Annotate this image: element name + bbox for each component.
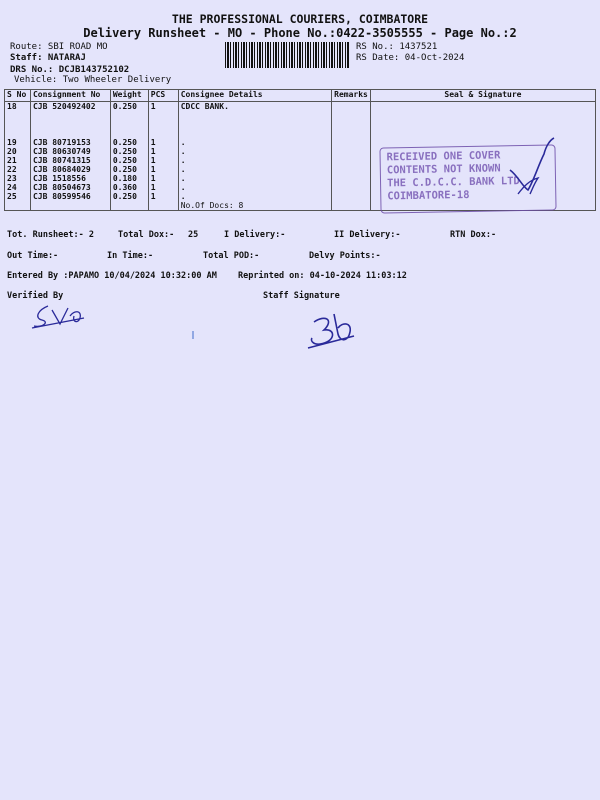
- row-pcs: 1: [148, 174, 178, 183]
- row-sno: 18: [5, 102, 31, 139]
- col-consignee: Consignee Details: [178, 90, 331, 102]
- table-header-row: [5, 90, 596, 102]
- total-dox-value: 25: [188, 230, 199, 240]
- in-time: In Time:-: [107, 251, 154, 261]
- row-weight: 0.250: [110, 138, 148, 147]
- i-delivery: I Delivery:-: [224, 230, 286, 240]
- row-consignee: .: [178, 183, 331, 192]
- row-sno: 24: [5, 183, 31, 192]
- route: Route: SBI ROAD MO: [10, 42, 108, 52]
- row-remarks: [332, 156, 371, 165]
- row-consignment: CJB 1518556: [30, 174, 110, 183]
- row-sno: 25: [5, 192, 31, 201]
- total-pod: Total POD:-: [203, 251, 260, 261]
- row-pcs: 1: [148, 192, 178, 201]
- col-remarks: Remarks: [332, 90, 371, 102]
- col-sno: S No: [5, 90, 31, 102]
- row-remarks: [332, 192, 371, 201]
- row-remarks: [332, 201, 371, 211]
- row-consignment: CJB 80684029: [30, 165, 110, 174]
- row-pcs: 1: [148, 165, 178, 174]
- row-pcs: [148, 201, 178, 211]
- stamp-line: CONTENTS NOT KNOWN: [386, 162, 501, 177]
- stamp-line: THE C.D.C.C. BANK LTD: [386, 175, 520, 190]
- row-sno: 22: [5, 165, 31, 174]
- col-seal: Seal & Signature: [370, 90, 595, 102]
- rs-number: RS No.: 1437521: [356, 42, 438, 52]
- stamp-line: RECEIVED ONE COVER: [386, 149, 501, 164]
- ii-delivery: II Delivery:-: [334, 230, 401, 240]
- col-consignment: Consignment No: [30, 90, 110, 102]
- row-weight: 0.250: [110, 102, 148, 139]
- barcode: [225, 42, 350, 68]
- row-consignment: CJB 520492402: [30, 102, 110, 139]
- row-remarks: [332, 147, 371, 156]
- row-weight: [110, 201, 148, 211]
- runsheet-title: Delivery Runsheet - MO - Phone No.:0422-3505555 - Page No.:2: [83, 26, 517, 40]
- row-remarks: [332, 165, 371, 174]
- total-dox-label: Total Dox:-: [118, 230, 175, 240]
- ink-mark: [192, 331, 194, 339]
- col-weight: Weight: [110, 90, 148, 102]
- row-pcs: 1: [148, 147, 178, 156]
- row-consignee: .: [178, 147, 331, 156]
- row-consignee: .: [178, 156, 331, 165]
- row-sno: 20: [5, 147, 31, 156]
- verifier-signature: [28, 300, 92, 332]
- row-consignee: .: [178, 192, 331, 201]
- row-remarks: [332, 183, 371, 192]
- row-consignment: CJB 80504673: [30, 183, 110, 192]
- row-sno: 23: [5, 174, 31, 183]
- row-consignee: .: [178, 138, 331, 147]
- row-remarks: [332, 138, 371, 147]
- stamp-line: COIMBATORE-18: [387, 188, 470, 203]
- tot-runsheet: Tot. Runsheet:- 2: [7, 230, 94, 240]
- row-pcs: 1: [148, 183, 178, 192]
- row-sno: 21: [5, 156, 31, 165]
- row-consignee: .: [178, 165, 331, 174]
- rtn-dox: RTN Dox:-: [450, 230, 497, 240]
- reprinted-on: Reprinted on: 04-10-2024 11:03:12: [238, 271, 407, 281]
- row-weight: 0.360: [110, 183, 148, 192]
- row-seal: [370, 102, 595, 139]
- row-weight: 0.250: [110, 147, 148, 156]
- drs-number: DRS No.: DCJB143752102: [10, 65, 130, 75]
- rs-date: RS Date: 04-Oct-2024: [356, 53, 465, 63]
- delvy-points: Delvy Points:-: [309, 251, 381, 261]
- staff-signature-label: Staff Signature: [263, 291, 340, 301]
- row-consignee: CDCC BANK.: [178, 102, 331, 139]
- vehicle: Vehicle: Two Wheeler Delivery: [14, 75, 172, 85]
- row-consignee: .: [178, 174, 331, 183]
- staff-signature: [304, 308, 360, 354]
- staff: Staff: NATARAJ: [10, 53, 86, 63]
- row-remarks: [332, 174, 371, 183]
- row-sno: 19: [5, 138, 31, 147]
- row-consignment: [30, 201, 110, 211]
- row-consignment: CJB 80630749: [30, 147, 110, 156]
- row-consignment: CJB 80741315: [30, 156, 110, 165]
- row-remarks: [332, 102, 371, 139]
- row-weight: 0.250: [110, 165, 148, 174]
- row-pcs: 1: [148, 138, 178, 147]
- row-weight: 0.180: [110, 174, 148, 183]
- company-name: THE PROFESSIONAL COURIERS, COIMBATORE: [171, 12, 429, 26]
- row-sno: [5, 201, 31, 211]
- docs-count: No.Of Docs: 8: [178, 201, 331, 211]
- stamp-signature: [500, 134, 560, 204]
- row-consignment: CJB 80599546: [30, 192, 110, 201]
- table-row: [5, 102, 596, 139]
- row-consignment: CJB 80719153: [30, 138, 110, 147]
- out-time: Out Time:-: [7, 251, 59, 261]
- row-pcs: 1: [148, 156, 178, 165]
- row-weight: 0.250: [110, 156, 148, 165]
- entered-by: Entered By :PAPAMO 10/04/2024 10:32:00 AM: [7, 271, 217, 281]
- row-pcs: 1: [148, 102, 178, 139]
- verified-by-label: Verified By: [7, 291, 64, 301]
- row-weight: 0.250: [110, 192, 148, 201]
- col-pcs: PCS: [148, 90, 178, 102]
